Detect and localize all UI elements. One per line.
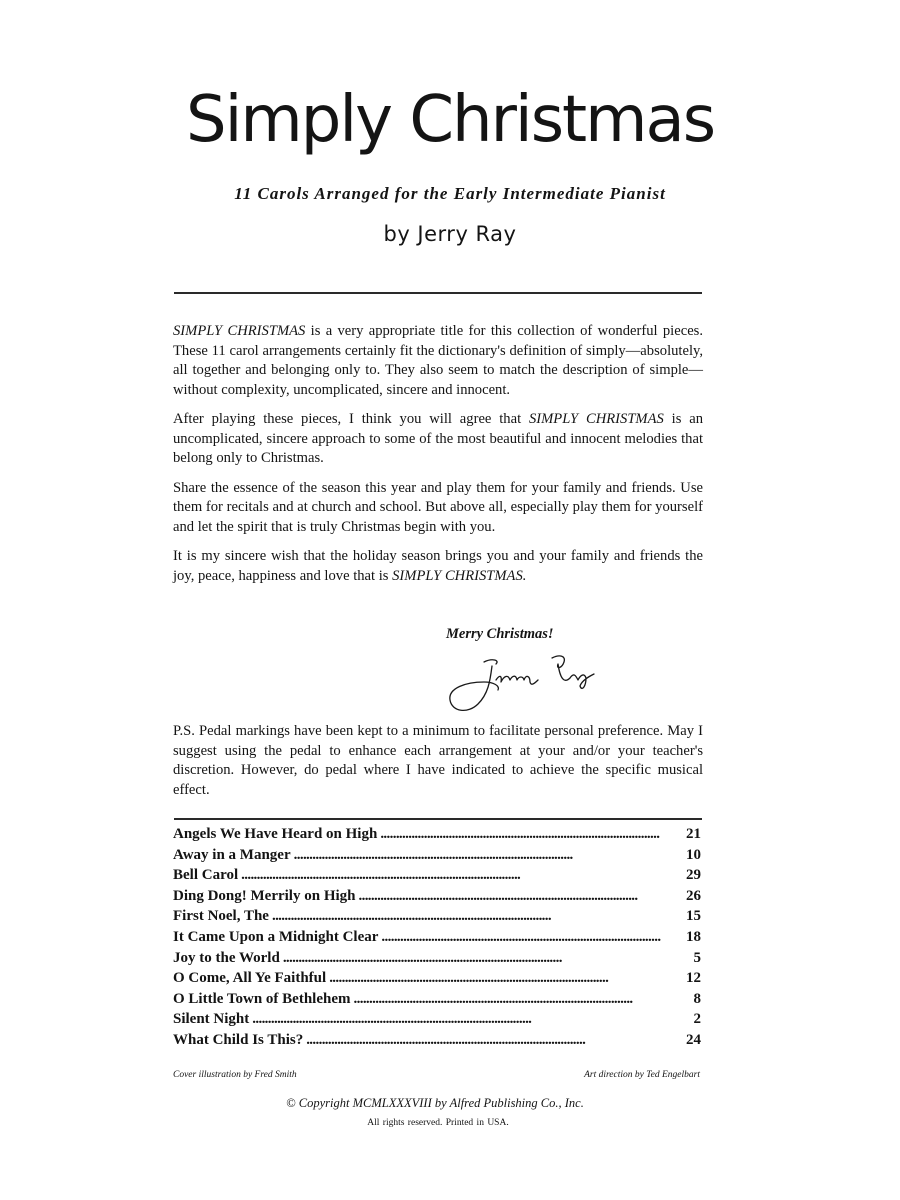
toc-entry[interactable] — [173, 908, 701, 929]
toc-entry-title: Angels We Have Heard on High — [173, 826, 378, 842]
intro-paragraph-2-text: is an uncomplicated, sincere approach to some of the most beautiful and innocent melodies that belong only to Christmas. — [173, 411, 703, 466]
toc-leader-dots — [241, 867, 684, 884]
toc-entry-title: Away in a Manger — [173, 846, 291, 863]
toc-entry-page: 2 — [693, 1011, 701, 1028]
toc-entry[interactable] — [173, 1032, 701, 1053]
ps-note — [173, 722, 703, 810]
toc-entry-page: 18 — [686, 928, 701, 945]
copyright-notice: © Copyright MCMLXXXVIII by Alfred Publishing Co., Inc. — [286, 1096, 584, 1110]
toc-entry[interactable] — [173, 888, 701, 909]
author-byline: by Jerry Ray — [383, 222, 517, 246]
toc-leader-dots — [381, 929, 684, 946]
toc-entry[interactable] — [173, 867, 701, 888]
book-title-ref: SIMPLY CHRISTMAS — [528, 411, 664, 427]
toc-leader-dots — [380, 826, 684, 843]
toc-entry-title: Ding Dong! Merrily on High — [173, 887, 356, 904]
top-divider — [174, 292, 702, 294]
toc-leader-dots — [329, 970, 684, 987]
intro-text — [173, 322, 703, 596]
intro-paragraph-2-start: After playing these pieces, I think you will agree that — [173, 411, 529, 427]
toc-entry-page: 29 — [686, 867, 701, 884]
toc-entry-page: 8 — [693, 990, 701, 1007]
toc-entry[interactable] — [173, 950, 701, 971]
toc-entry-page: 15 — [686, 908, 701, 925]
intro-paragraph-4-text: It is my sincere wish that the holiday season brings you and your family and friends the joy, peace, happiness and love that is — [173, 548, 703, 584]
table-of-contents — [173, 826, 701, 1053]
cover-credit: Cover illustration by Fred Smith — [173, 1070, 297, 1080]
toc-entry[interactable] — [173, 826, 701, 847]
toc-entry-title: O Little Town of Bethlehem — [173, 990, 351, 1007]
toc-entry-page: 26 — [686, 887, 701, 904]
toc-entry-page: 21 — [686, 826, 701, 842]
toc-entry-title: O Come, All Ye Faithful — [173, 970, 327, 987]
toc-entry-page: 10 — [686, 846, 701, 863]
toc-entry-title: Joy to the World — [173, 949, 280, 966]
toc-leader-dots — [294, 847, 684, 864]
intro-paragraph-3: Share the essence of the season this year and play them for your family and friends. Use them for recitals and at church and school. But above all, especially play them for yourself and let the spirit that is truly Christmas begin with you. — [173, 479, 703, 535]
intro-paragraph-4 — [173, 547, 703, 586]
page-title: Simply Christmas — [185, 83, 715, 157]
toc-entry-title: It Came Upon a Midnight Clear — [173, 928, 379, 945]
art-direction-credit: Art direction by Ted Engelbart — [584, 1070, 700, 1080]
toc-entry-title: Silent Night — [173, 1011, 250, 1028]
toc-leader-dots — [272, 908, 684, 925]
toc-entry-page: 24 — [686, 1031, 701, 1048]
intro-paragraph-1-text: is a very appropriate title for this collection of wonderful pieces. These 11 carol arrangements certainly fit the dictionary's definition of simply—absolutely, all together and belonging only to. They also seem to match the description of simple—without complexity, uncomplicated, sincere and innocent. — [173, 323, 703, 398]
toc-entry[interactable] — [173, 929, 701, 950]
intro-paragraph-1 — [173, 322, 703, 400]
closing-greeting: Merry Christmas! — [446, 626, 554, 642]
toc-entry[interactable] — [173, 991, 701, 1012]
toc-leader-dots — [354, 991, 692, 1008]
toc-entry[interactable] — [173, 970, 701, 991]
toc-leader-dots — [283, 950, 692, 967]
toc-entry-page: 12 — [686, 970, 701, 987]
page-subtitle: 11 Carols Arranged for the Early Intermediate Pianist — [234, 184, 666, 203]
book-title-ref: SIMPLY CHRISTMAS. — [392, 567, 527, 584]
toc-entry[interactable] — [173, 1011, 701, 1032]
toc-leader-dots — [306, 1032, 684, 1049]
book-title-ref: SIMPLY CHRISTMAS — [173, 323, 306, 339]
rights-notice: All rights reserved. Printed in USA. — [367, 1118, 509, 1128]
toc-entry[interactable] — [173, 847, 701, 868]
ps-text: P.S. Pedal markings have been kept to a minimum to facilitate personal preference. May I suggest using the pedal to enhance each arrangement at your and/or your teacher's discretion. However, do pedal where I have indicated to achieve the specific musical effect. — [173, 723, 703, 798]
signature-image — [440, 642, 600, 718]
toc-entry-title: Bell Carol — [173, 867, 239, 884]
toc-entry-title: What Child Is This? — [173, 1031, 304, 1048]
toc-entry-title: First Noel, The — [173, 908, 269, 925]
intro-paragraph-2 — [173, 410, 703, 469]
toc-divider — [174, 818, 702, 820]
toc-leader-dots — [359, 888, 685, 905]
toc-entry-page: 5 — [693, 949, 701, 966]
toc-leader-dots — [252, 1011, 691, 1028]
